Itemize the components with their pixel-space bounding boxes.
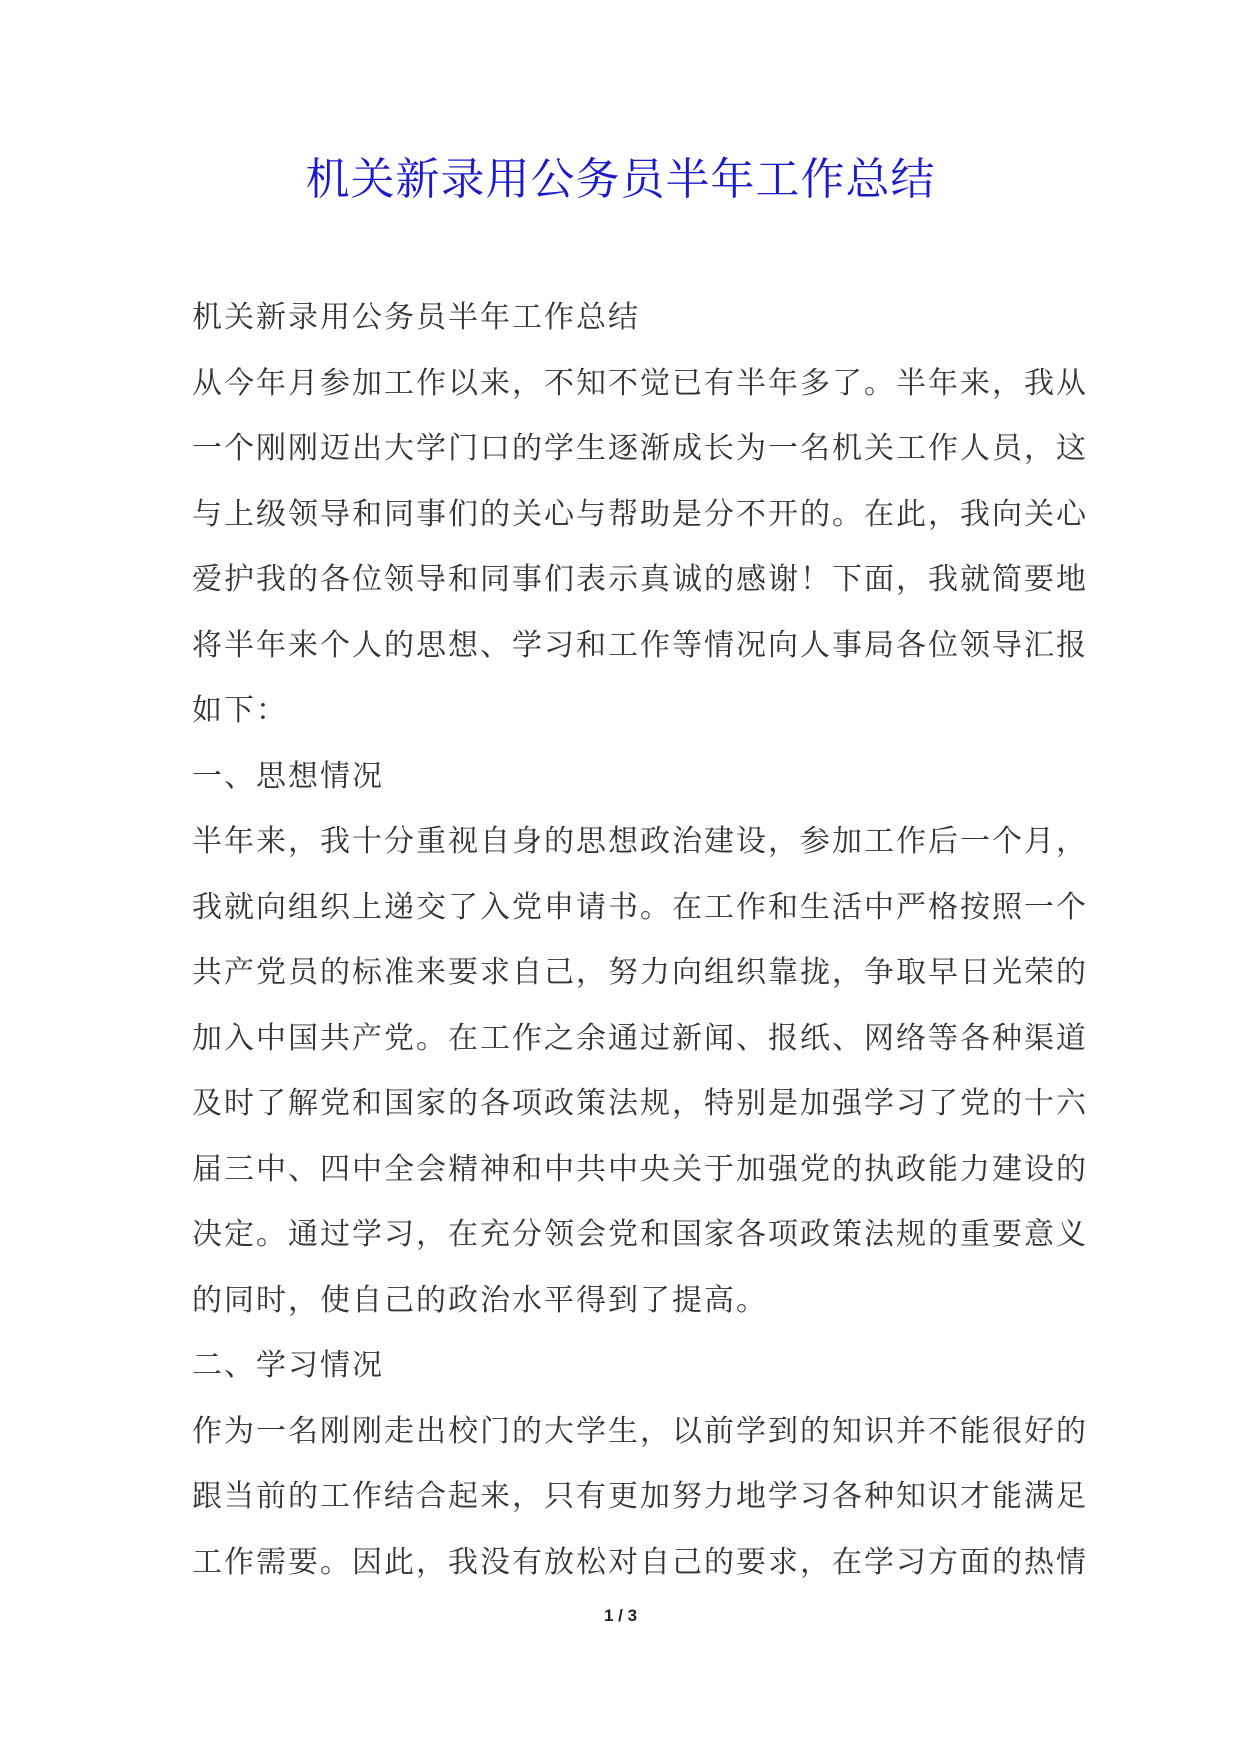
body-line: 的同时，使自己的政治水平得到了提高。 [192, 1282, 768, 1318]
body-line: 与上级领导和同事们的关心与帮助是分不开的。在此，我向关心 [192, 496, 1088, 532]
body-line: 我就向组织上递交了入党申请书。在工作和生活中严格按照一个 [192, 889, 1088, 925]
body-line: 如下： [192, 693, 288, 728]
section-heading: 一、思想情况 [192, 758, 384, 794]
body-line: 工作需要。因此，我没有放松对自己的要求，在学习方面的热情 [192, 1544, 1088, 1580]
document-title: 机关新录用公务员半年工作总结 [305, 154, 936, 205]
document-body [192, 285, 1088, 1595]
body-line: 及时了解党和国家的各项政策法规，特别是加强学习了党的十六 [192, 1086, 1088, 1121]
body-line: 决定。通过学习，在充分领会党和国家各项政策法规的重要意义 [192, 1217, 1088, 1252]
body-line: 加入中国共产党。在工作之余通过新闻、报纸、网络等各种渠道 [192, 1020, 1088, 1056]
body-line: 一个刚刚迈出大学门口的学生逐渐成长为一名机关工作人员，这 [192, 431, 1088, 466]
body-line: 共产党员的标准来要求自己，努力向组织靠拢，争取早日光荣的 [192, 955, 1088, 990]
body-line: 半年来，我十分重视自身的思想政治建设，参加工作后一个月， [192, 824, 1088, 859]
body-line: 爱护我的各位领导和同事们表示真诚的感谢！下面，我就简要地 [192, 562, 1088, 597]
body-line: 届三中、四中全会精神和中共中央关于加强党的执政能力建设的 [192, 1151, 1088, 1187]
body-line: 作为一名刚刚走出校门的大学生，以前学到的知识并不能很好的 [192, 1413, 1088, 1449]
body-line: 跟当前的工作结合起来，只有更加努力地学习各种知识才能满足 [192, 1479, 1088, 1514]
body-line: 从今年月参加工作以来，不知不觉已有半年多了。半年来，我从 [192, 365, 1088, 401]
page-number: 1 / 3 [603, 1606, 638, 1625]
body-line: 将半年来个人的思想、学习和工作等情况向人事局各位领导汇报 [192, 627, 1088, 663]
section-heading: 二、学习情况 [192, 1348, 384, 1383]
body-line: 机关新录用公务员半年工作总结 [192, 300, 640, 335]
